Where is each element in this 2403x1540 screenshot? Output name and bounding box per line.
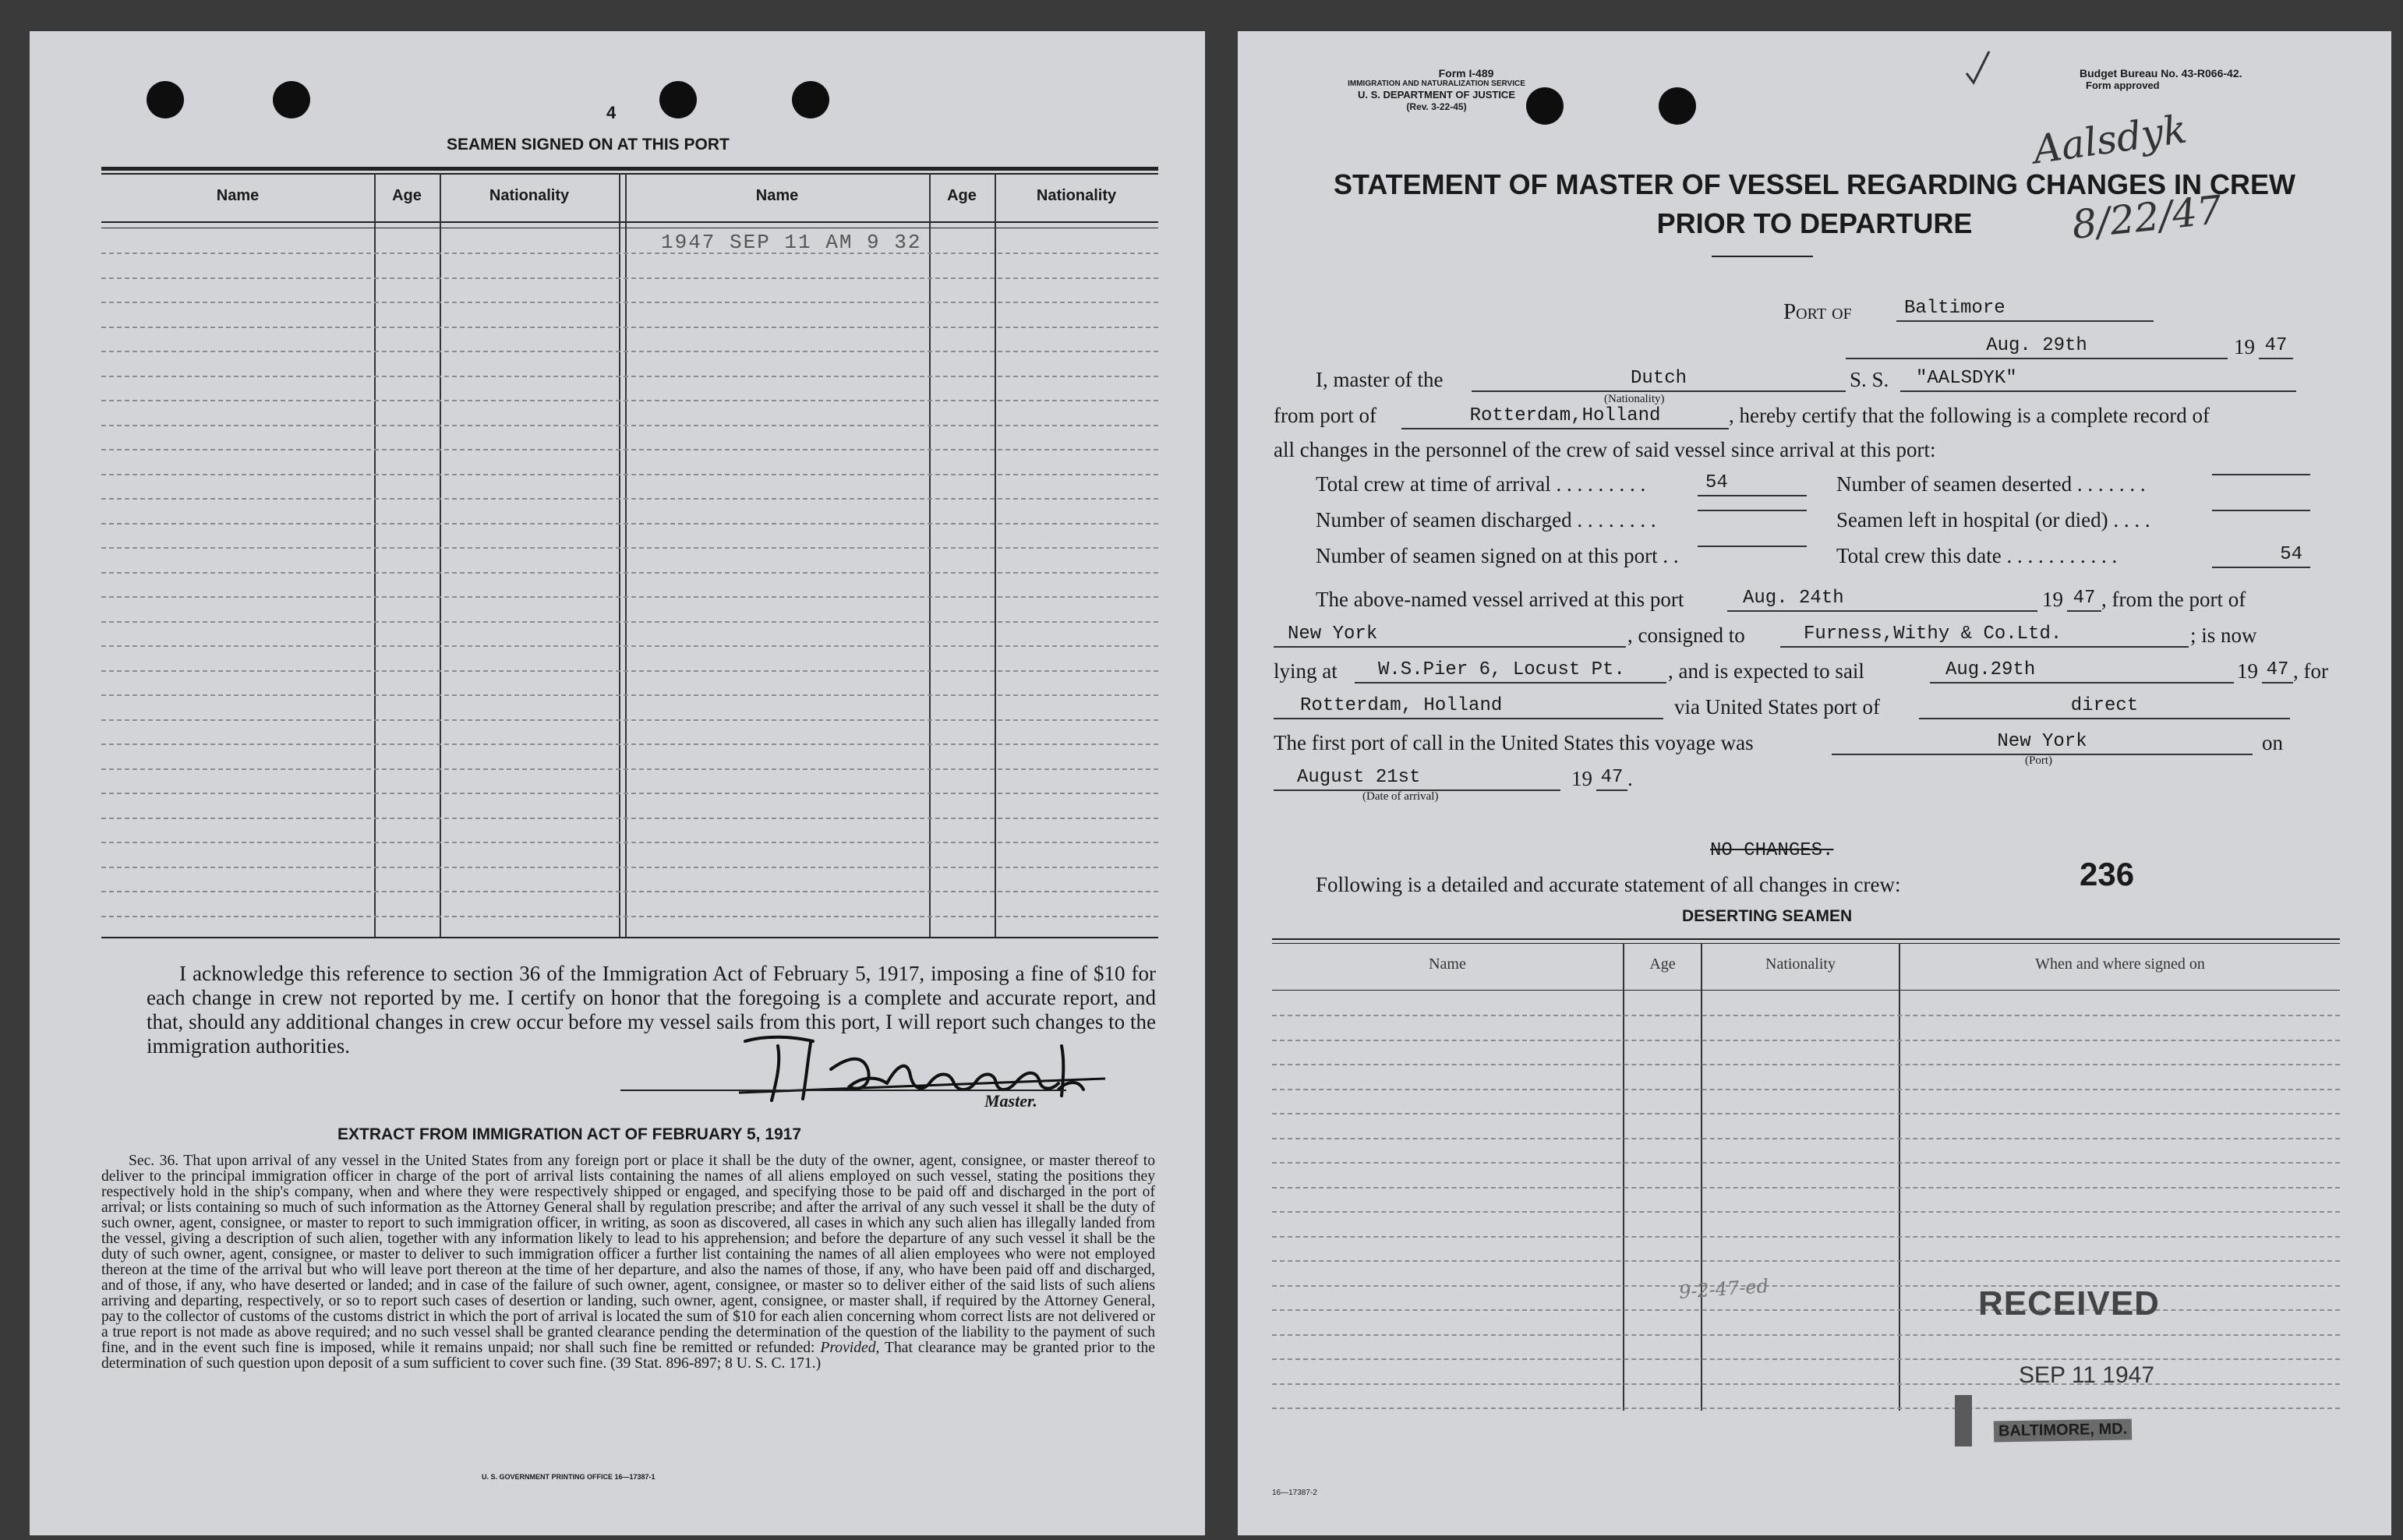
- seamen-deserted-label: Number of seamen deserted . . . . . . .: [1836, 472, 2146, 496]
- deserting-title: DESERTING SEAMEN: [1682, 907, 1853, 925]
- table-row: [101, 916, 1158, 917]
- via-port-field: direct: [1919, 695, 2290, 719]
- table-row: [101, 719, 1158, 721]
- expected-label: , and is expected to sail: [1668, 659, 1864, 683]
- year-field: 47: [2259, 335, 2293, 359]
- from-port-field: Rotterdam,Holland: [1401, 405, 1729, 429]
- table-row: [101, 498, 1158, 500]
- table-row: [1272, 1285, 2340, 1287]
- column-header-age: Age: [392, 187, 422, 204]
- column-header-nationality: Nationality: [1765, 955, 1836, 973]
- is-now-label: ; is now: [2190, 623, 2257, 647]
- column-header-age: Age: [947, 187, 977, 204]
- title-rule: [1712, 256, 1813, 257]
- table-row: [101, 621, 1158, 623]
- year-prefix: 19: [1571, 767, 1592, 790]
- table-bottom-rule: [101, 937, 1158, 938]
- punch-hole: [659, 81, 697, 118]
- first-port-field: New York: [1832, 731, 2253, 755]
- column-divider: [619, 173, 620, 937]
- table-row: [101, 842, 1158, 843]
- lying-at-label: lying at: [1274, 659, 1338, 683]
- table-row: [101, 449, 1158, 450]
- handwritten-ship-name: Aalsdyk: [2030, 106, 2190, 173]
- column-divider: [995, 173, 996, 937]
- table-row: [1272, 1408, 2340, 1409]
- on-label: on: [2262, 731, 2283, 754]
- table-row: [101, 425, 1158, 426]
- gpo-footer: U. S. GOVERNMENT PRINTING OFFICE 16—17387-1: [482, 1473, 656, 1481]
- table-row: [101, 277, 1158, 279]
- extract-title: EXTRACT FROM IMMIGRATION ACT OF FEBRUARY 5, 1917: [337, 1125, 802, 1143]
- revision: (Rev. 3-22-45): [1406, 101, 1467, 112]
- master-of-label: I, master of the: [1316, 368, 1444, 391]
- handwritten-date: 8/22/47: [2069, 187, 2225, 248]
- footer-code: 16—17387-2: [1272, 1489, 1317, 1497]
- table-row: [1272, 1187, 2340, 1189]
- check-mark-icon: [1963, 48, 1994, 87]
- left-page: [30, 31, 1205, 1535]
- port-field: Baltimore: [1896, 298, 2154, 322]
- total-crew-date-label: Total crew this date . . . . . . . . . . .: [1836, 544, 2118, 567]
- table-row: [1272, 1138, 2340, 1139]
- table-row: [101, 547, 1158, 549]
- table-row: [101, 694, 1158, 696]
- received-office: BALTIMORE, MD.: [1994, 1418, 2133, 1442]
- table-top-rule: [1272, 943, 2340, 944]
- column-divider: [1623, 943, 1624, 1411]
- hospital-field: [2212, 508, 2310, 511]
- column-header-name: Name: [755, 187, 799, 204]
- acknowledgment-text: I acknowledge this reference to section 36 of the Immigration Act of February 5, 1917, imposing a fine of $10 for each change in crew not reported by me. I certify on honor that the foregoing is a complete and accurate report, and that, should any additional changes in crew occur before my vessel sails from this port, I will report such changes to the immigration authorities.: [147, 962, 1156, 1058]
- total-crew-arrival-label: Total crew at time of arrival . . . . . . . . .: [1316, 472, 1646, 496]
- table-top-rule: [1272, 938, 2340, 940]
- pencil-note: 9-2-47-ed: [1678, 1275, 1769, 1303]
- page-title: SEAMEN SIGNED ON AT THIS PORT: [447, 136, 730, 154]
- department-name: U. S. DEPARTMENT OF JUSTICE: [1358, 89, 1515, 101]
- table-row: [101, 818, 1158, 819]
- column-divider: [374, 173, 376, 937]
- column-divider: [1899, 943, 1900, 1411]
- table-row: [101, 596, 1158, 598]
- column-header-nationality: Nationality: [489, 187, 570, 204]
- certify-text-2: all changes in the personnel of the crew of said vessel since arrival at this port:: [1274, 438, 1936, 461]
- total-crew-date-field: 54: [2212, 544, 2310, 568]
- signed-on-label: Number of seamen signed on at this port . .: [1316, 544, 1679, 567]
- hospital-label: Seamen left in hospital (or died) . . . .: [1836, 508, 2150, 532]
- extract-text: [101, 1153, 1155, 1372]
- form-subtitle: PRIOR TO DEPARTURE: [1656, 207, 1973, 239]
- arrived-date-field: Aug. 24th: [1727, 588, 2037, 612]
- header-rule: [1272, 990, 2340, 991]
- total-crew-arrival-field: 54: [1698, 472, 1807, 496]
- table-row: [101, 793, 1158, 794]
- column-header-signed-on: When and where signed on: [2035, 955, 2205, 973]
- extract-text-part: Sec. 36. That upon arrival of any vessel in the United States from any foreign port or place it shall be the duty of the owner, agent, consignee, or master thereof to deliver to the principal immigration officer in charge of the port of arrival lists containing the names of all aliens employed on such vessel, stating the positions they respectively hold in the ship's company, when and where they were respectively shipped or engaged, and specifying those to be paid off and discharged in the port of arrival; or lists containing so much of such information as the Attorney General shall by regulation prescribe; and after the arrival of any such vessel it shall be the duty of such owner, agent, consignee, or master to report to such immigration officer, in writing, as soon as discovered, all cases in which any such alien has illegally landed from the vessel, giving a description of such alien, together with any information likely to lead to his apprehension; and before the departure of any such vessel it shall be the duty of such owner, agent, consignee, or master to deliver to such immigration officer a further list containing the names of all alien employees who were not employed thereon at the time of the arrival but who will leave port thereon at the time of her departure, and also the names of those, if any, who have been paid off and discharged, and of those, if any, who have deserted or landed; and in case of the failure of such owner, agent, consignee, or master so to deliver either of the said lists of such aliens arriving and departing, respectively, or so to report such cases of desertion or landing, such owner, agent, consignee, or master shall, if required by the Attorney General, pay to the collector of customs of the customs district in which the port of arrival is located the sum of $10 for each alien concerning whom correct lists are not delivered or a true report is not made as above required; and no such vessel shall be granted clearance pending the determination of the question of the liability to the payment of such fine, and in the event such fine is imposed, while it remains unpaid; nor shall such fine be remitted or refunded:: [101, 1153, 1155, 1356]
- first-port-label: The first port of call in the United States this voyage was: [1274, 731, 1754, 754]
- column-divider: [929, 173, 931, 937]
- seamen-discharged-label: Number of seamen discharged . . . . . . . .: [1316, 508, 1656, 532]
- date-of-arrival-caption: (Date of arrival): [1362, 790, 1439, 803]
- table-row: [1272, 1089, 2340, 1090]
- received-stamp: 1947 SEP 11 AM 9 32: [661, 231, 922, 254]
- received-date: SEP 11 1947: [2019, 1362, 2155, 1388]
- following-text: Following is a detailed and accurate statement of all changes in crew:: [1316, 873, 1901, 896]
- table-row: [101, 327, 1158, 328]
- arrived-label: The above-named vessel arrived at this port: [1316, 588, 1684, 611]
- port-label: Port of: [1783, 299, 1852, 324]
- table-row: [101, 891, 1158, 892]
- seamen-discharged-field: [1698, 508, 1807, 511]
- form-number: Form I-489: [1438, 67, 1494, 79]
- port-caption: (Port): [2025, 754, 2052, 767]
- table-row: [101, 645, 1158, 647]
- sail-year-field: 47: [2262, 659, 2293, 683]
- table-row: [1272, 1383, 2340, 1385]
- punch-hole: [147, 81, 184, 118]
- for-label: , for: [2293, 659, 2328, 683]
- table-row: [1272, 1162, 2340, 1164]
- destination-field: Rotterdam, Holland: [1274, 695, 1663, 719]
- received-stamp: RECEIVED: [1978, 1284, 2160, 1323]
- table-row: [101, 400, 1158, 401]
- vessel-name-field: "AALSDYK": [1900, 368, 2296, 392]
- header-rule: [101, 221, 1158, 223]
- column-divider: [625, 173, 627, 937]
- number-stamp: 236: [2080, 856, 2135, 892]
- table-row: [101, 253, 1158, 254]
- form-title: STATEMENT OF MASTER OF VESSEL REGARDING CHANGES IN CREW: [1333, 168, 2296, 200]
- table-top-rule: [101, 167, 1158, 171]
- right-page: [1238, 31, 2391, 1535]
- from-the-port-label: , from the port of: [2101, 588, 2246, 611]
- table-row: [1272, 1040, 2340, 1041]
- period: .: [1627, 767, 1633, 790]
- lying-at-field: W.S.Pier 6, Locust Pt.: [1355, 659, 1666, 683]
- table-row: [1272, 1309, 2340, 1311]
- certify-text: , hereby certify that the following is a complete record of: [1729, 404, 2210, 427]
- punch-hole: [792, 81, 829, 118]
- arrived-from-field: New York: [1274, 623, 1626, 648]
- column-header-age: Age: [1649, 955, 1676, 973]
- form-approved: Form approved: [2086, 79, 2160, 91]
- table-row: [1272, 1064, 2340, 1065]
- table-row: [1272, 1260, 2340, 1262]
- nationality-field: Dutch: [1472, 368, 1846, 392]
- master-label: Master.: [984, 1091, 1037, 1111]
- page-number: 4: [606, 103, 617, 122]
- table-row: [1272, 1211, 2340, 1213]
- agency-name: IMMIGRATION AND NATURALIZATION SERVICE: [1348, 79, 1525, 88]
- column-divider: [440, 173, 441, 937]
- table-row: [1272, 1113, 2340, 1114]
- year-prefix: 19: [2237, 659, 2258, 683]
- year-prefix: 19: [2234, 335, 2255, 359]
- nationality-caption: (Nationality): [1604, 393, 1665, 405]
- table-row: [101, 474, 1158, 475]
- stamp-mark: [1955, 1395, 1972, 1446]
- table-row: [101, 744, 1158, 745]
- table-row: [1272, 1334, 2340, 1336]
- table-row: [1272, 1358, 2340, 1360]
- sail-date-field: Aug.29th: [1930, 659, 2234, 683]
- table-row: [101, 670, 1158, 672]
- table-row: [101, 867, 1158, 868]
- punch-hole: [1659, 87, 1696, 125]
- punch-hole: [273, 81, 310, 118]
- consigned-to-label: , consigned to: [1627, 623, 1745, 647]
- table-row: [101, 523, 1158, 525]
- column-header-name: Name: [1429, 955, 1466, 973]
- column-divider: [1701, 943, 1702, 1411]
- table-row: [101, 351, 1158, 352]
- first-arrival-year-field: 47: [1596, 767, 1627, 791]
- ss-label: S. S.: [1850, 368, 1889, 391]
- table-row: [101, 302, 1158, 303]
- table-top-rule: [101, 173, 1158, 175]
- table-row: [101, 572, 1158, 574]
- table-row: [1272, 1015, 2340, 1016]
- date-field: Aug. 29th: [1846, 335, 2228, 359]
- extract-text-part: That clearance may be granted prior to the determination of such question upon deposit of a sum sufficient to cover such fine. (39 Stat. 896-897; 8 U. S. C. 171.): [101, 1340, 1155, 1372]
- table-row: [1272, 1236, 2340, 1238]
- table-row: [101, 376, 1158, 377]
- column-header-name: Name: [216, 187, 260, 204]
- table-row: [101, 768, 1158, 770]
- no-changes-text: NO CHANGES.: [1710, 840, 1834, 861]
- seamen-deserted-field: [2212, 472, 2310, 475]
- via-label: via United States port of: [1674, 695, 1880, 719]
- column-header-nationality: Nationality: [1036, 187, 1117, 204]
- arrived-year-field: 47: [2067, 588, 2101, 612]
- budget-bureau: Budget Bureau No. 43-R066-42.: [2080, 67, 2242, 79]
- from-port-label: from port of: [1274, 404, 1376, 427]
- first-arrival-date-field: August 21st: [1274, 767, 1560, 791]
- signed-on-field: [1698, 544, 1807, 547]
- year-prefix: 19: [2042, 588, 2063, 611]
- master-signature: [731, 1015, 1199, 1112]
- consignee-field: Furness,Withy & Co.Ltd.: [1780, 623, 2189, 648]
- extract-proviso: Provided,: [820, 1340, 880, 1356]
